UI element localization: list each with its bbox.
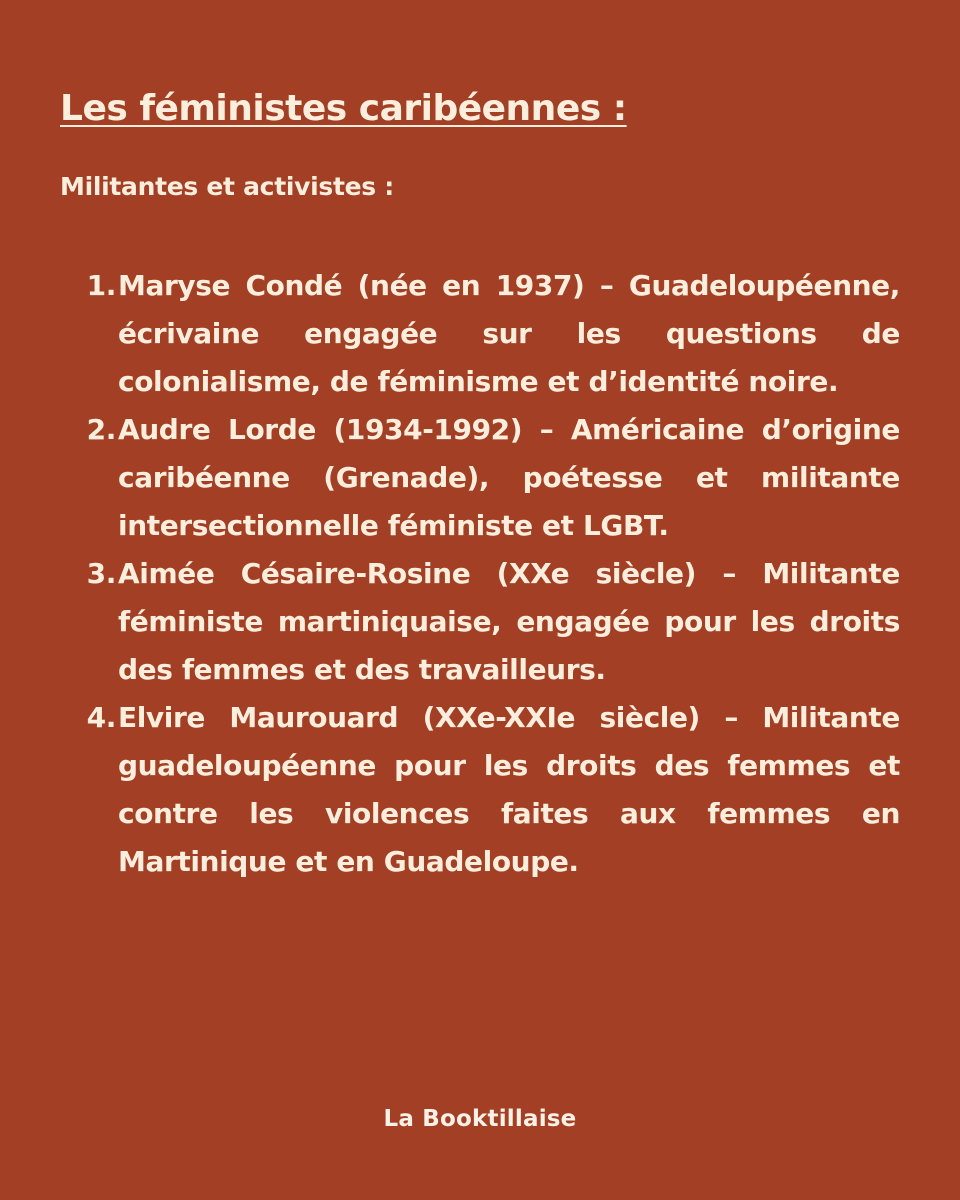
item-text: Aimée Césaire-Rosine (XXe siècle) – Militante féministe martiniquaise, engagée pour les droits des femmes et des travailleurs. <box>118 557 900 686</box>
item-text: Elvire Maurouard (XXe-XXIe siècle) – Militante guadeloupéenne pour les droits des femmes et contre les violences faites aux femmes en Martinique et en Guadeloupe. <box>118 701 900 878</box>
list-item <box>60 694 900 886</box>
footer-signature: La Booktillaise <box>383 1106 577 1132</box>
list-item <box>60 262 900 406</box>
item-number: 3. <box>86 557 116 590</box>
item-number: 2. <box>86 413 116 446</box>
page-title: Les féministes caribéennes : <box>60 88 627 129</box>
page-subtitle: Militantes et activistes : <box>60 172 394 201</box>
item-text: Maryse Condé (née en 1937) – Guadeloupéenne, écrivaine engagée sur les questions de colonialisme, de féminisme et d’identité noire. <box>118 269 900 398</box>
item-text: Audre Lorde (1934-1992) – Américaine d’origine caribéenne (Grenade), poétesse et militante intersectionnelle féministe et LGBT. <box>118 413 900 542</box>
item-number: 1. <box>86 269 116 302</box>
activists-list <box>60 262 900 886</box>
list-item <box>60 550 900 694</box>
list-item <box>60 406 900 550</box>
item-number: 4. <box>86 701 116 734</box>
